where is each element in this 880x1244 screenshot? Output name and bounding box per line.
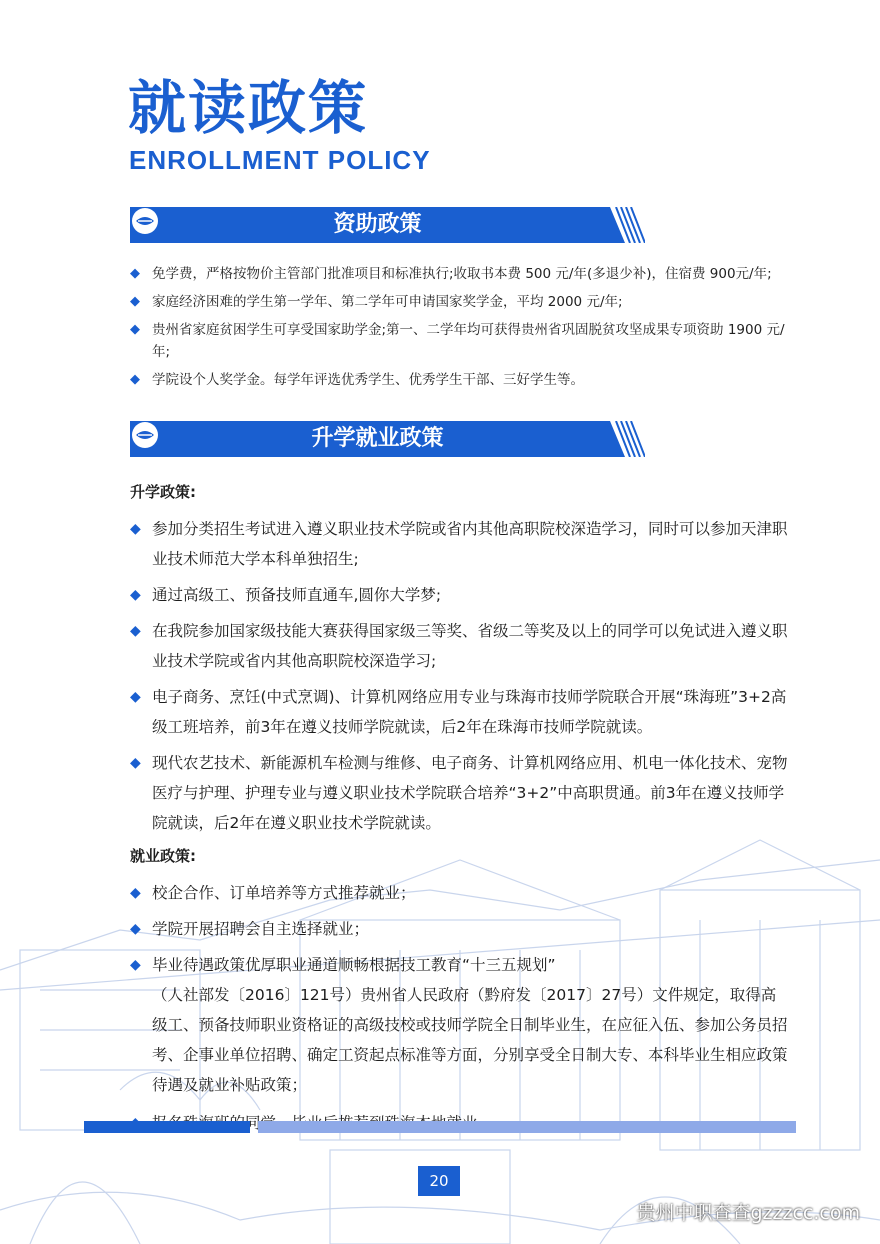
- list-item: ◆ 贵州省家庭贫困学生可享受国家助学金;第一、二学年均可获得贵州省巩固脱贫攻坚成果专项资助 1900 元/年;: [130, 319, 790, 363]
- list-item: ◆ 校企合作、订单培养等方式推荐就业；: [130, 878, 790, 908]
- diamond-bullet-icon: ◆: [130, 587, 141, 603]
- list-item: ◆ 学院设个人奖学金。每学年评选优秀学生、优秀学生干部、三好学生等。: [130, 369, 790, 391]
- employment-heading: 就业政策:: [130, 847, 196, 865]
- list-item: ◆ 毕业待遇政策优厚职业通道顺畅根据技工教育“十三五规划”: [130, 950, 790, 980]
- watermark: 贵州中职查查gzzzcc.com: [636, 1202, 860, 1224]
- employment-policy-detail: （人社部发〔2016〕121号）贵州省人民政府（黔府发〔2017〕27号）文件规定，取得高级工、预备技师职业资格证的高级技校或技师学院全日制毕业生，在应征入伍、参加公务员招考、企事业单位招聘、确定工资起点标准等方面，分别享受全日制大专、本科毕业生相应政策待遇及就业补贴政策；: [152, 986, 788, 1094]
- list-item: ◆ 现代农艺技术、新能源机车检测与维修、电子商务、计算机网络应用、机电一体化技术、宠物医疗与护理、护理专业与遵义职业技术学院联合培养“3+2”中高职贯通。前3年在遵义技师学院就读，后2年在遵义职业技术学院就读。: [130, 748, 790, 838]
- diamond-bullet-icon: ◆: [130, 322, 140, 337]
- list-item: ◆ 通过高级工、预备技师直通车,圆你大学梦;: [130, 580, 790, 610]
- list-item: ◆ 在我院参加国家级技能大赛获得国家级三等奖、省级二等奖及以上的同学可以免试进入遵义职业技术学院或省内其他高职院校深造学习;: [130, 616, 790, 676]
- footer-light-bar: [258, 1121, 796, 1133]
- diamond-bullet-icon: ◆: [130, 521, 141, 537]
- list-item: ◆ 免学费，严格按物价主管部门批准项目和标准执行;收取书本费 500 元/年(多退少补)，住宿费 900元/年;: [130, 263, 790, 285]
- aid-list: [130, 263, 790, 397]
- diamond-bullet-icon: ◆: [130, 266, 140, 281]
- section-title-career: 升学就业政策: [311, 426, 444, 451]
- diamond-bullet-icon: ◆: [130, 623, 141, 639]
- section-header-aid: [130, 207, 645, 243]
- section-title-aid: 资助政策: [333, 212, 422, 237]
- diamond-bullet-icon: ◆: [130, 921, 141, 937]
- page-subtitle: ENROLLMENT POLICY: [129, 145, 431, 175]
- further-study-heading: 升学政策:: [130, 483, 196, 501]
- page-title: 就读政策: [128, 74, 369, 142]
- list-item: ◆ 学院开展招聘会自主选择就业；: [130, 914, 790, 944]
- list-item: ◆ 电子商务、烹饪(中式烹调)、计算机网络应用专业与珠海市技师学院联合开展“珠海班”3+2高级工班培养，前3年在遵义技师学院就读，后2年在珠海市技师学院就读。: [130, 682, 790, 742]
- section-header-career: [130, 421, 645, 457]
- list-item: ◆ 参加分类招生考试进入遵义职业技术学院或省内其他高职院校深造学习，同时可以参加天津职业技术师范大学本科单独招生;: [130, 514, 790, 574]
- career-content: [130, 480, 790, 1144]
- diamond-bullet-icon: ◆: [130, 294, 140, 309]
- diamond-bullet-icon: ◆: [130, 885, 141, 901]
- page-number: 20: [418, 1166, 460, 1196]
- list-item: ◆ 家庭经济困难的学生第一学年、第二学年可申请国家奖学金，平均 2000 元/年;: [130, 291, 790, 313]
- footer-accent-bar: [84, 1121, 250, 1133]
- diamond-bullet-icon: ◆: [130, 689, 141, 705]
- diamond-bullet-icon: ◆: [130, 957, 141, 973]
- diamond-bullet-icon: ◆: [130, 372, 140, 387]
- diamond-bullet-icon: ◆: [130, 755, 141, 771]
